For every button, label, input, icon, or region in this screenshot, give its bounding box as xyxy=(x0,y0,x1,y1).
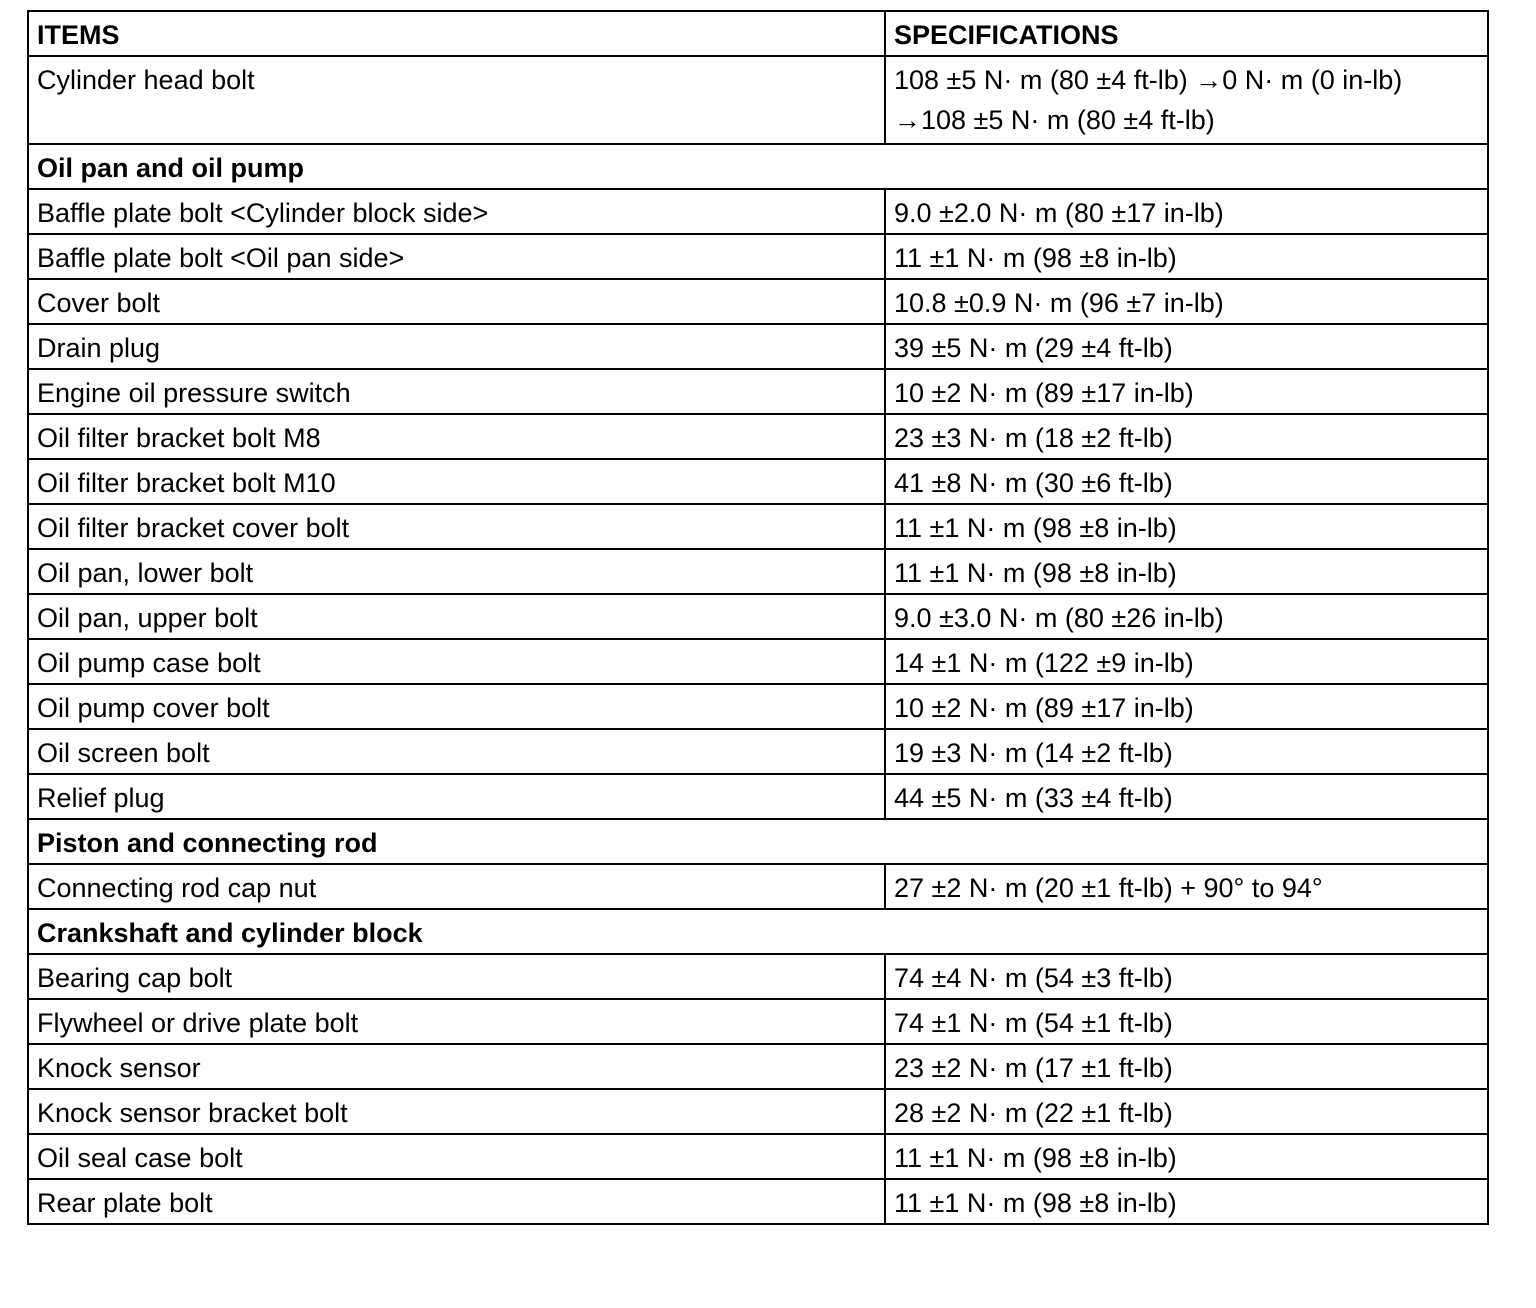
table-row xyxy=(28,189,1488,234)
table-row xyxy=(28,459,1488,504)
table-row xyxy=(28,954,1488,999)
section-header-row xyxy=(28,144,1488,189)
spec-table-body xyxy=(28,11,1488,1224)
specification-cell: 23 ±3 N· m (18 ±2 ft-lb) xyxy=(885,414,1488,459)
item-cell: Baffle plate bolt <Oil pan side> xyxy=(28,234,885,279)
item-cell: Oil filter bracket bolt M8 xyxy=(28,414,885,459)
torque-spec-table xyxy=(27,10,1489,1225)
item-cell: Oil filter bracket bolt M10 xyxy=(28,459,885,504)
item-cell: Cover bolt xyxy=(28,279,885,324)
table-row xyxy=(28,324,1488,369)
table-row xyxy=(28,1179,1488,1224)
table-row xyxy=(28,56,1488,144)
table-row xyxy=(28,1134,1488,1179)
specification-cell: 23 ±2 N· m (17 ±1 ft-lb) xyxy=(885,1044,1488,1089)
specification-cell: 11 ±1 N· m (98 ±8 in-lb) xyxy=(885,234,1488,279)
item-cell: Oil pan, lower bolt xyxy=(28,549,885,594)
specification-cell: 10.8 ±0.9 N· m (96 ±7 in-lb) xyxy=(885,279,1488,324)
specification-cell: 19 ±3 N· m (14 ±2 ft-lb) xyxy=(885,729,1488,774)
table-row xyxy=(28,999,1488,1044)
item-cell: Oil seal case bolt xyxy=(28,1134,885,1179)
section-header-row xyxy=(28,819,1488,864)
item-cell: Oil filter bracket cover bolt xyxy=(28,504,885,549)
specification-cell: 11 ±1 N· m (98 ±8 in-lb) xyxy=(885,504,1488,549)
item-cell: Engine oil pressure switch xyxy=(28,369,885,414)
table-row xyxy=(28,279,1488,324)
table-row xyxy=(28,774,1488,819)
specification-cell: 10 ±2 N· m (89 ±17 in-lb) xyxy=(885,369,1488,414)
specifications-column-header: SPECIFICATIONS xyxy=(885,11,1488,56)
item-cell: Knock sensor bracket bolt xyxy=(28,1089,885,1134)
table-row xyxy=(28,864,1488,909)
table-row xyxy=(28,234,1488,279)
section-header-row xyxy=(28,909,1488,954)
table-row xyxy=(28,369,1488,414)
specification-cell: 44 ±5 N· m (33 ±4 ft-lb) xyxy=(885,774,1488,819)
item-cell: Oil screen bolt xyxy=(28,729,885,774)
specification-cell: 14 ±1 N· m (122 ±9 in-lb) xyxy=(885,639,1488,684)
item-cell: Baffle plate bolt <Cylinder block side> xyxy=(28,189,885,234)
specification-cell: 41 ±8 N· m (30 ±6 ft-lb) xyxy=(885,459,1488,504)
table-row xyxy=(28,729,1488,774)
specification-cell: 39 ±5 N· m (29 ±4 ft-lb) xyxy=(885,324,1488,369)
specification-cell: 108 ±5 N· m (80 ±4 ft-lb) →0 N· m (0 in-lb) →108 ±5 N· m (80 ±4 ft-lb) xyxy=(885,56,1488,144)
table-header-row xyxy=(28,11,1488,56)
item-cell: Cylinder head bolt xyxy=(28,56,885,144)
section-title: Crankshaft and cylinder block xyxy=(28,909,1488,954)
item-cell: Rear plate bolt xyxy=(28,1179,885,1224)
table-row xyxy=(28,504,1488,549)
specification-cell: 74 ±1 N· m (54 ±1 ft-lb) xyxy=(885,999,1488,1044)
table-row xyxy=(28,684,1488,729)
specification-cell: 11 ±1 N· m (98 ±8 in-lb) xyxy=(885,1179,1488,1224)
item-cell: Oil pan, upper bolt xyxy=(28,594,885,639)
specification-cell: 11 ±1 N· m (98 ±8 in-lb) xyxy=(885,549,1488,594)
item-cell: Oil pump cover bolt xyxy=(28,684,885,729)
item-cell: Oil pump case bolt xyxy=(28,639,885,684)
item-cell: Bearing cap bolt xyxy=(28,954,885,999)
specification-cell: 28 ±2 N· m (22 ±1 ft-lb) xyxy=(885,1089,1488,1134)
table-row xyxy=(28,1089,1488,1134)
items-column-header: ITEMS xyxy=(28,11,885,56)
table-row xyxy=(28,594,1488,639)
item-cell: Flywheel or drive plate bolt xyxy=(28,999,885,1044)
item-cell: Drain plug xyxy=(28,324,885,369)
item-cell: Knock sensor xyxy=(28,1044,885,1089)
table-row xyxy=(28,639,1488,684)
section-title: Oil pan and oil pump xyxy=(28,144,1488,189)
specification-cell: 74 ±4 N· m (54 ±3 ft-lb) xyxy=(885,954,1488,999)
table-row xyxy=(28,1044,1488,1089)
specification-cell: 11 ±1 N· m (98 ±8 in-lb) xyxy=(885,1134,1488,1179)
section-title: Piston and connecting rod xyxy=(28,819,1488,864)
specification-cell: 9.0 ±3.0 N· m (80 ±26 in-lb) xyxy=(885,594,1488,639)
specification-cell: 9.0 ±2.0 N· m (80 ±17 in-lb) xyxy=(885,189,1488,234)
item-cell: Connecting rod cap nut xyxy=(28,864,885,909)
table-row xyxy=(28,549,1488,594)
table-row xyxy=(28,414,1488,459)
specification-cell: 10 ±2 N· m (89 ±17 in-lb) xyxy=(885,684,1488,729)
specification-cell: 27 ±2 N· m (20 ±1 ft-lb) + 90° to 94° xyxy=(885,864,1488,909)
item-cell: Relief plug xyxy=(28,774,885,819)
